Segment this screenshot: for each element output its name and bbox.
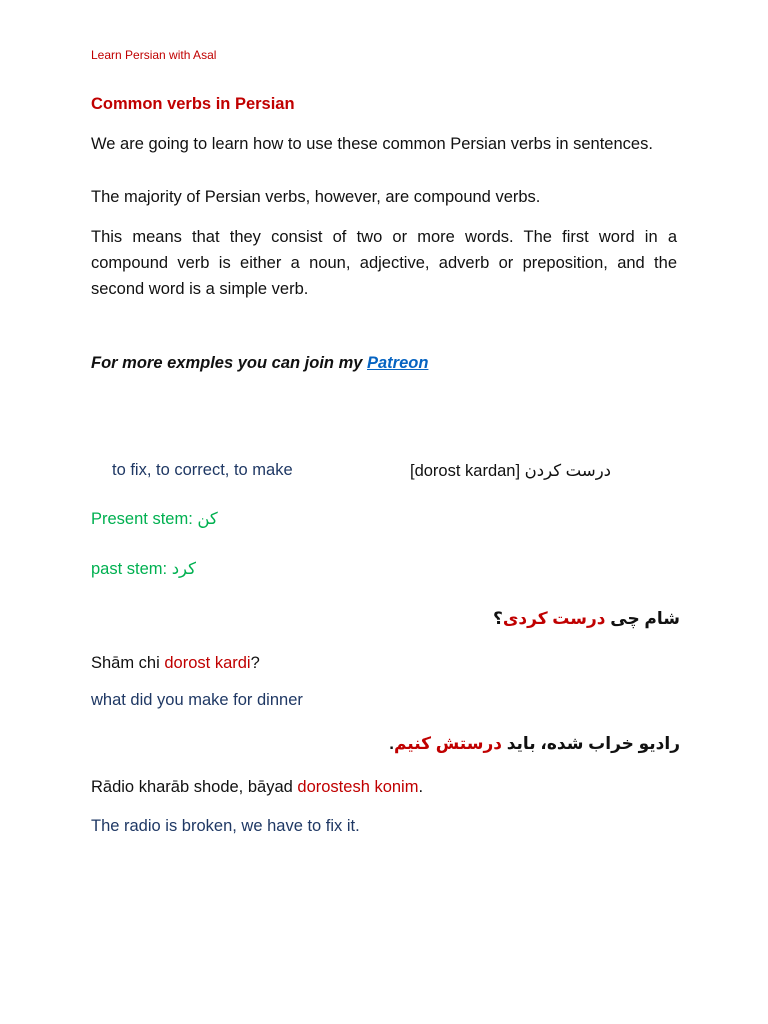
example-2-translation: The radio is broken, we have to fix it. [91, 817, 360, 835]
verb-transliteration: [dorost kardan] درست کردن [410, 462, 612, 480]
example-2-tr-after: . [418, 778, 424, 796]
example-2-persian-before: رادیو خراب شده، باید [501, 734, 680, 753]
past-stem [91, 559, 196, 579]
patreon-link[interactable]: Patreon [367, 354, 429, 372]
past-stem-label: past stem: [91, 560, 172, 578]
example-2-persian [389, 734, 680, 754]
example-2-tr-highlight: dorostesh konim [297, 778, 419, 796]
past-stem-value: کرد [171, 560, 197, 578]
example-1-persian-after: ؟ [492, 609, 503, 628]
example-2-persian-highlight: درستش کنیم [393, 734, 502, 753]
present-stem-label: Present stem: [91, 510, 198, 528]
patreon-callout [91, 354, 428, 373]
example-1-transliteration [91, 654, 260, 673]
example-1-persian [493, 609, 680, 629]
page-header: Learn Persian with Asal [91, 48, 217, 62]
example-2-transliteration [91, 778, 423, 797]
example-1-persian-highlight: درست کردی [502, 609, 606, 628]
example-1-tr-highlight: dorost kardi [164, 654, 251, 672]
present-stem-value: کن [197, 510, 218, 528]
patreon-callout-text: For more exmples you can join my [91, 354, 367, 372]
example-1-tr-before: Shām chi [91, 654, 165, 672]
intro-paragraph: We are going to learn how to use these common Persian verbs in sentences. [91, 135, 653, 153]
page-title: Common verbs in Persian [91, 95, 295, 113]
verb-meaning: to fix, to correct, to make [112, 461, 293, 479]
example-1-tr-after: ? [250, 654, 260, 672]
example-2-tr-before: Rādio kharāb shode, bāyad [91, 778, 298, 796]
example-1-persian-before: شام چی [605, 609, 680, 628]
example-2-persian-after: . [389, 734, 394, 753]
compound-verbs-note: The majority of Persian verbs, however, are compound verbs. [91, 188, 541, 206]
example-1-translation: what did you make for dinner [91, 691, 303, 709]
present-stem [91, 509, 218, 529]
compound-verbs-explanation: This means that they consist of two or more words. The first word in a compound verb is either a noun, adjective, adverb or preposition, and the second word is a simple verb. [91, 228, 677, 298]
